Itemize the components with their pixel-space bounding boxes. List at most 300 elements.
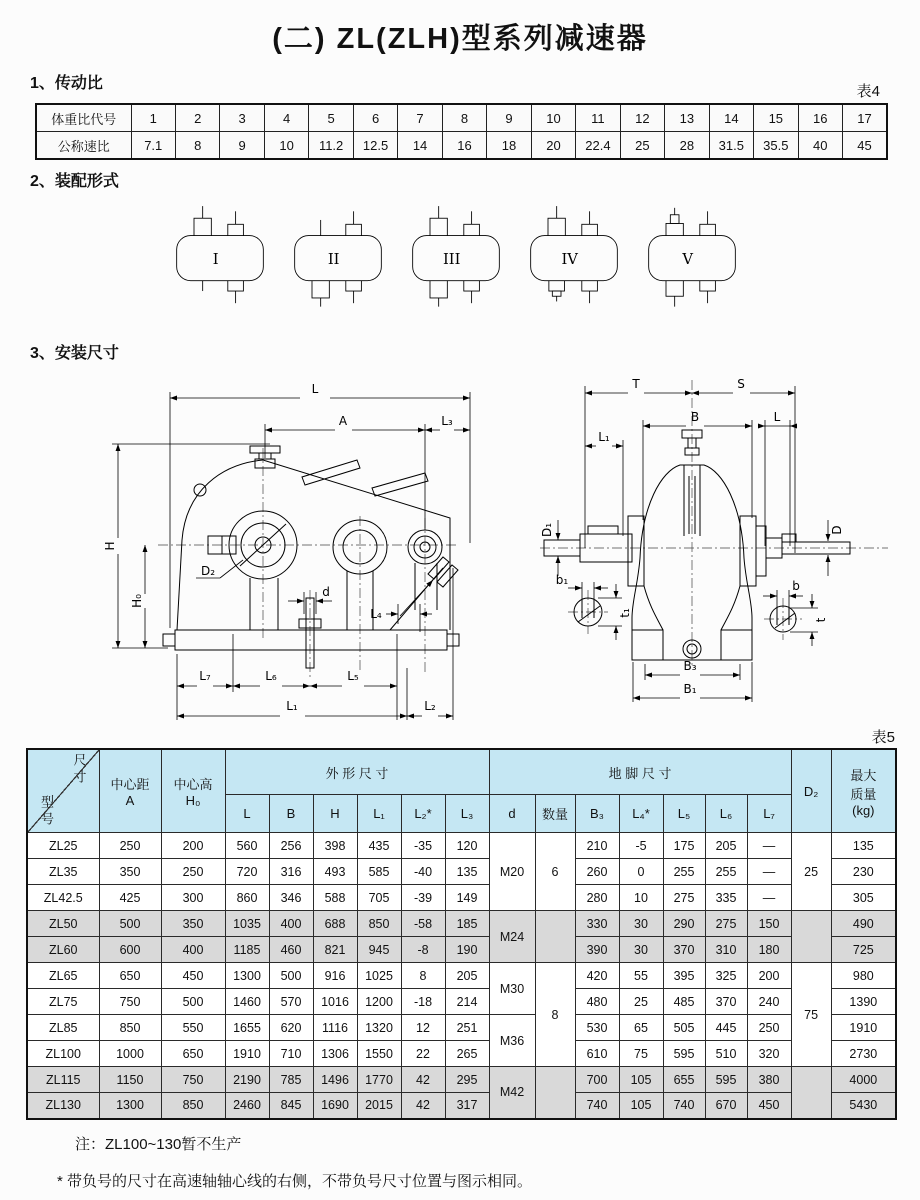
table-cell: -35 [401,833,445,859]
table-cell: 570 [269,989,313,1015]
header-foot-group: 地 脚 尺 寸 [489,749,791,795]
table-row [27,911,896,937]
table-cell: 体重比代号 [36,104,131,132]
table-cell: 588 [313,885,357,911]
table-cell: 数量 [535,795,575,833]
table-cell: 300 [161,885,225,911]
table-cell: 14 [398,132,442,160]
table-cell: 250 [99,833,161,859]
table-cell: 205 [445,963,489,989]
table-cell: ZL60 [27,937,99,963]
dim-label-L7: L₇ [199,669,211,683]
table-cell: 845 [269,1093,313,1119]
table-cell: 200 [161,833,225,859]
dim-label-L: L [773,410,781,424]
table-cell: 256 [269,833,313,859]
table-cell-d2: 25 [791,833,831,911]
table-row [27,1041,896,1067]
table-cell: 1150 [99,1067,161,1093]
table-cell: 370 [663,937,705,963]
table-cell: 230 [831,859,896,885]
table-cell: 1320 [357,1015,401,1041]
table-cell: 390 [575,937,619,963]
table-cell: 595 [663,1041,705,1067]
header-text: 质量 [850,786,877,802]
table-cell: 25 [619,989,663,1015]
table-row [27,937,896,963]
table-row [36,132,887,160]
table-cell: 135 [831,833,896,859]
table-cell: 1690 [313,1093,357,1119]
section-2-heading: 2、装配形式 [30,173,119,190]
table-cell: -58 [401,911,445,937]
dim-label-H0: H₀ [130,594,144,608]
dimension-lines [112,392,470,720]
table-cell: 7.1 [131,132,175,160]
table-cell-qty: 8 [535,963,575,1067]
table-cell: 1910 [225,1041,269,1067]
table-cell: 655 [663,1067,705,1093]
section-3-heading: 3、安装尺寸 [30,345,119,362]
table-cell: 585 [357,859,401,885]
table-cell: 480 [575,989,619,1015]
table-cell: 180 [747,937,791,963]
table-cell: -8 [401,937,445,963]
corner-top-label: 尺寸 [71,753,87,787]
table-cell: 公称速比 [36,132,131,160]
table-cell: 210 [575,833,619,859]
table-cell: 1390 [831,989,896,1015]
table-cell: 22.4 [576,132,620,160]
dim-label-L2: L₂ [424,699,436,713]
table-cell: 16 [442,132,486,160]
table-cell: 295 [445,1067,489,1093]
table-cell: 1116 [313,1015,357,1041]
table-cell: 395 [663,963,705,989]
dim-label-B3: B₃ [683,659,697,673]
dim-label-S: S [737,377,745,391]
table-cell: 380 [747,1067,791,1093]
table-cell: 18 [487,132,531,160]
dim-label-b: b [792,579,800,593]
table-cell: 435 [357,833,401,859]
table-cell: 1460 [225,989,269,1015]
table-cell: 7 [398,104,442,132]
table-cell: 500 [161,989,225,1015]
table-cell: ZL85 [27,1015,99,1041]
table-cell: 240 [747,989,791,1015]
table-cell: 610 [575,1041,619,1067]
assembly-form-1 [168,198,272,313]
table-cell: 821 [313,937,357,963]
table-cell: 980 [831,963,896,989]
table-cell: 1496 [313,1067,357,1093]
table-cell: 500 [269,963,313,989]
dimensions-table [26,748,897,1120]
dim-label-d: d [322,585,330,599]
assembly-form-label: V [682,251,693,269]
table-cell: 850 [99,1015,161,1041]
table-cell: 445 [705,1015,747,1041]
table-cell: 105 [619,1067,663,1093]
table-cell: 1306 [313,1041,357,1067]
table-cell: 460 [269,937,313,963]
table-cell: 15 [754,104,798,132]
table-cell: 670 [705,1093,747,1119]
table-cell: 420 [575,963,619,989]
assembly-form-5 [640,198,744,313]
table-cell: 530 [575,1015,619,1041]
table-cell: 785 [269,1067,313,1093]
dim-label-t: t [814,617,828,623]
dim-label-L5: L₅ [347,669,359,683]
table-cell: ZL130 [27,1093,99,1119]
table-cell: 1300 [99,1093,161,1119]
table-cell: 30 [619,911,663,937]
table-row [27,963,896,989]
table-cell: 120 [445,833,489,859]
table-cell: 10 [531,104,575,132]
table-cell: 12 [620,104,664,132]
table-cell: 250 [747,1015,791,1041]
table-cell: 370 [705,989,747,1015]
table-cell: 600 [99,937,161,963]
dim-label-L1: L₁ [598,430,610,444]
table-cell: -40 [401,859,445,885]
table-cell: 35.5 [754,132,798,160]
table-cell: 28 [665,132,709,160]
dim-label-L6: L₆ [265,669,277,683]
table-cell: ZL50 [27,911,99,937]
table-cell: 12.5 [353,132,397,160]
assembly-form-label: II [327,251,340,269]
table-cell: L [225,795,269,833]
dim-label-D2: D₂ [200,564,216,578]
table-cell: 1200 [357,989,401,1015]
table-cell: 4 [264,104,308,132]
table-cell: 945 [357,937,401,963]
table-cell-qty [535,911,575,963]
header-text: 最大 [850,767,877,783]
table-cell: 16 [798,104,842,132]
table-cell: 10 [619,885,663,911]
table-cell: 550 [161,1015,225,1041]
ratio-table [35,103,888,160]
table-row [27,859,896,885]
table-cell: 1 [131,104,175,132]
table-cell: 688 [313,911,357,937]
table-cell: 1035 [225,911,269,937]
table-cell: 1300 [225,963,269,989]
table-cell: 14 [709,104,753,132]
corner-header-cell [27,749,99,833]
table-cell: 2460 [225,1093,269,1119]
side-view-drawing [100,368,520,726]
table-cell: 5430 [831,1093,896,1119]
table-cell-d2 [791,911,831,963]
table-cell: 505 [663,1015,705,1041]
assembly-forms [168,198,748,313]
table-cell-qty: 6 [535,833,575,911]
table-cell: L₁ [357,795,401,833]
table-cell: 398 [313,833,357,859]
table-cell: 22 [401,1041,445,1067]
table-cell: 1000 [99,1041,161,1067]
table-cell: 150 [747,911,791,937]
table-cell: 200 [747,963,791,989]
corner-diagonal [28,750,99,832]
dim-label-L3: L₃ [441,414,453,428]
table-cell: d [489,795,535,833]
table-cell: 31.5 [709,132,753,160]
dim-label-H: H [103,541,117,551]
table-cell: 1655 [225,1015,269,1041]
table-cell: 260 [575,859,619,885]
table-cell: 493 [313,859,357,885]
table-cell: 250 [161,859,225,885]
table-cell: 11 [576,104,620,132]
table-row [36,104,887,132]
header-outline-group: 外 形 尺 寸 [225,749,489,795]
header-text: 中心高 [173,777,213,792]
table-cell: L₅ [663,795,705,833]
table-cell: 710 [269,1041,313,1067]
table-cell: 0 [619,859,663,885]
table-cell: B [269,795,313,833]
table-cell: 42 [401,1093,445,1119]
table-row [27,1015,896,1041]
table-cell: 350 [161,911,225,937]
table-cell: 5 [309,104,353,132]
table-cell: 8 [401,963,445,989]
table-cell: 1025 [357,963,401,989]
centerlines [540,380,888,666]
table-cell: 725 [831,937,896,963]
table-cell: 700 [575,1067,619,1093]
dim-label-D: D [830,525,844,535]
table-row [27,833,896,859]
table-cell: 8 [442,104,486,132]
table-cell: 860 [225,885,269,911]
table-cell: ZL42.5 [27,885,99,911]
dim-label-T: T [632,377,640,391]
table-cell: B₃ [575,795,619,833]
table-cell: 316 [269,859,313,885]
table-cell-bolt: M30 [489,963,535,1015]
assembly-form-2 [286,198,390,313]
table-cell: 595 [705,1067,747,1093]
table-row [27,1067,896,1093]
table-cell: 335 [705,885,747,911]
table-cell: 2015 [357,1093,401,1119]
table-row [27,989,896,1015]
table-cell-bolt: M20 [489,833,535,911]
table-cell-bolt: M36 [489,1015,535,1067]
header-d2: D₂ [791,749,831,833]
table-cell: 425 [99,885,161,911]
table-cell: L₄* [619,795,663,833]
dim-label-B1: B₁ [683,682,697,696]
table-cell: 317 [445,1093,489,1119]
table-cell: 740 [575,1093,619,1119]
table-cell: 265 [445,1041,489,1067]
table-cell: 13 [665,104,709,132]
table-cell: 45 [843,132,888,160]
table-cell: 55 [619,963,663,989]
table-cell: 620 [269,1015,313,1041]
table-cell: 310 [705,937,747,963]
table-cell: H [313,795,357,833]
table-row [27,1093,896,1119]
dim-label-B: B [690,410,700,424]
header-text: A [125,793,135,808]
table-cell: 149 [445,885,489,911]
dim-label-L: L [311,382,319,396]
dim-label-b1: b₁ [555,573,569,587]
table-cell: 9 [487,104,531,132]
table-cell: 290 [663,911,705,937]
table-cell: 1016 [313,989,357,1015]
table-header-row [27,749,896,795]
section-1-heading: 1、传动比 [30,75,103,92]
table-cell: 750 [99,989,161,1015]
table-cell: 1185 [225,937,269,963]
header-text: H₀ [185,793,201,808]
table-cell: 135 [445,859,489,885]
table-cell: ZL100 [27,1041,99,1067]
table-cell: L₇ [747,795,791,833]
table-cell: 65 [619,1015,663,1041]
page-title: (二) ZL(ZLH)型系列减速器 [272,23,648,55]
table-cell: 17 [843,104,888,132]
table-cell: 1770 [357,1067,401,1093]
note-negative-dims: * 带负号的尺寸在高速轴轴心线的右侧，不带负号尺寸位置与图示相同。 [57,1173,533,1190]
table-cell: — [747,859,791,885]
table-cell: 350 [99,859,161,885]
table-cell: 320 [747,1041,791,1067]
table-cell: 11.2 [309,132,353,160]
housing-shape [177,206,264,303]
dim-label-A: A [338,414,348,428]
table-cell: L₃ [445,795,489,833]
table-cell: 8 [175,132,219,160]
table-cell: L₂* [401,795,445,833]
assembly-form-3 [404,198,508,313]
table-cell: 175 [663,833,705,859]
table-cell: L₆ [705,795,747,833]
header-text: 中心距 [110,777,150,792]
gearbox-outline [544,430,850,660]
table-cell: 1910 [831,1015,896,1041]
table-cell: 305 [831,885,896,911]
table-cell: 650 [99,963,161,989]
table-cell: -39 [401,885,445,911]
table-cell: 214 [445,989,489,1015]
table-cell: 185 [445,911,489,937]
table-cell-bolt: M42 [489,1067,535,1119]
table-cell: 10 [264,132,308,160]
table-cell: 346 [269,885,313,911]
table-cell: -18 [401,989,445,1015]
table-cell: 42 [401,1067,445,1093]
table-cell: 650 [161,1041,225,1067]
assembly-form-label: IV [561,251,578,269]
dim-label-L1: L₁ [286,699,298,713]
table-cell: 560 [225,833,269,859]
corner-bottom-label: 型号 [39,795,54,829]
table-cell: -5 [619,833,663,859]
header-center-distance [99,749,161,833]
table-cell: 75 [619,1041,663,1067]
table5-caption: 表5 [871,729,895,746]
assembly-form-4 [522,198,626,313]
table-cell: 3 [220,104,264,132]
table-cell: 916 [313,963,357,989]
table-cell: 4000 [831,1067,896,1093]
table-cell: ZL115 [27,1067,99,1093]
table-cell: 850 [357,911,401,937]
end-view-drawing [528,368,918,708]
table-cell: 740 [663,1093,705,1119]
header-max-mass [831,749,896,833]
table-cell: 255 [705,859,747,885]
table-cell: ZL75 [27,989,99,1015]
table-cell: 485 [663,989,705,1015]
table-cell: 450 [161,963,225,989]
table-cell: 9 [220,132,264,160]
assembly-form-label: III [442,251,461,269]
table-cell: 40 [798,132,842,160]
table-cell: 205 [705,833,747,859]
table-cell: 20 [531,132,575,160]
table-cell: 400 [269,911,313,937]
table-cell: 12 [401,1015,445,1041]
table-cell: — [747,885,791,911]
table-cell: 275 [705,911,747,937]
table-cell: 251 [445,1015,489,1041]
dim-label-t1: t₁ [618,608,632,618]
table-cell: 850 [161,1093,225,1119]
header-text: (kg) [852,802,875,818]
table-cell: 2730 [831,1041,896,1067]
table-cell: 30 [619,937,663,963]
table-cell: 500 [99,911,161,937]
table-cell: 325 [705,963,747,989]
table-cell: 510 [705,1041,747,1067]
note-production: 注：ZL100~130暂不生产 [75,1136,242,1153]
table-cell: ZL65 [27,963,99,989]
table-cell: 190 [445,937,489,963]
table-cell: 2190 [225,1067,269,1093]
assembly-form-label: I [212,251,219,269]
table-cell: 25 [620,132,664,160]
table-cell: 400 [161,937,225,963]
table-cell: 330 [575,911,619,937]
table-cell: 1550 [357,1041,401,1067]
table-cell: 490 [831,911,896,937]
table-cell: 720 [225,859,269,885]
table-cell: 2 [175,104,219,132]
table-cell: 105 [619,1093,663,1119]
table-cell: 275 [663,885,705,911]
header-center-height [161,749,225,833]
table-cell: — [747,833,791,859]
table-cell-qty [535,1067,575,1119]
dim-label-L4: L₄ [370,607,382,621]
table-row [27,885,896,911]
table-cell: 6 [353,104,397,132]
dim-label-D1: D₁ [540,522,554,538]
